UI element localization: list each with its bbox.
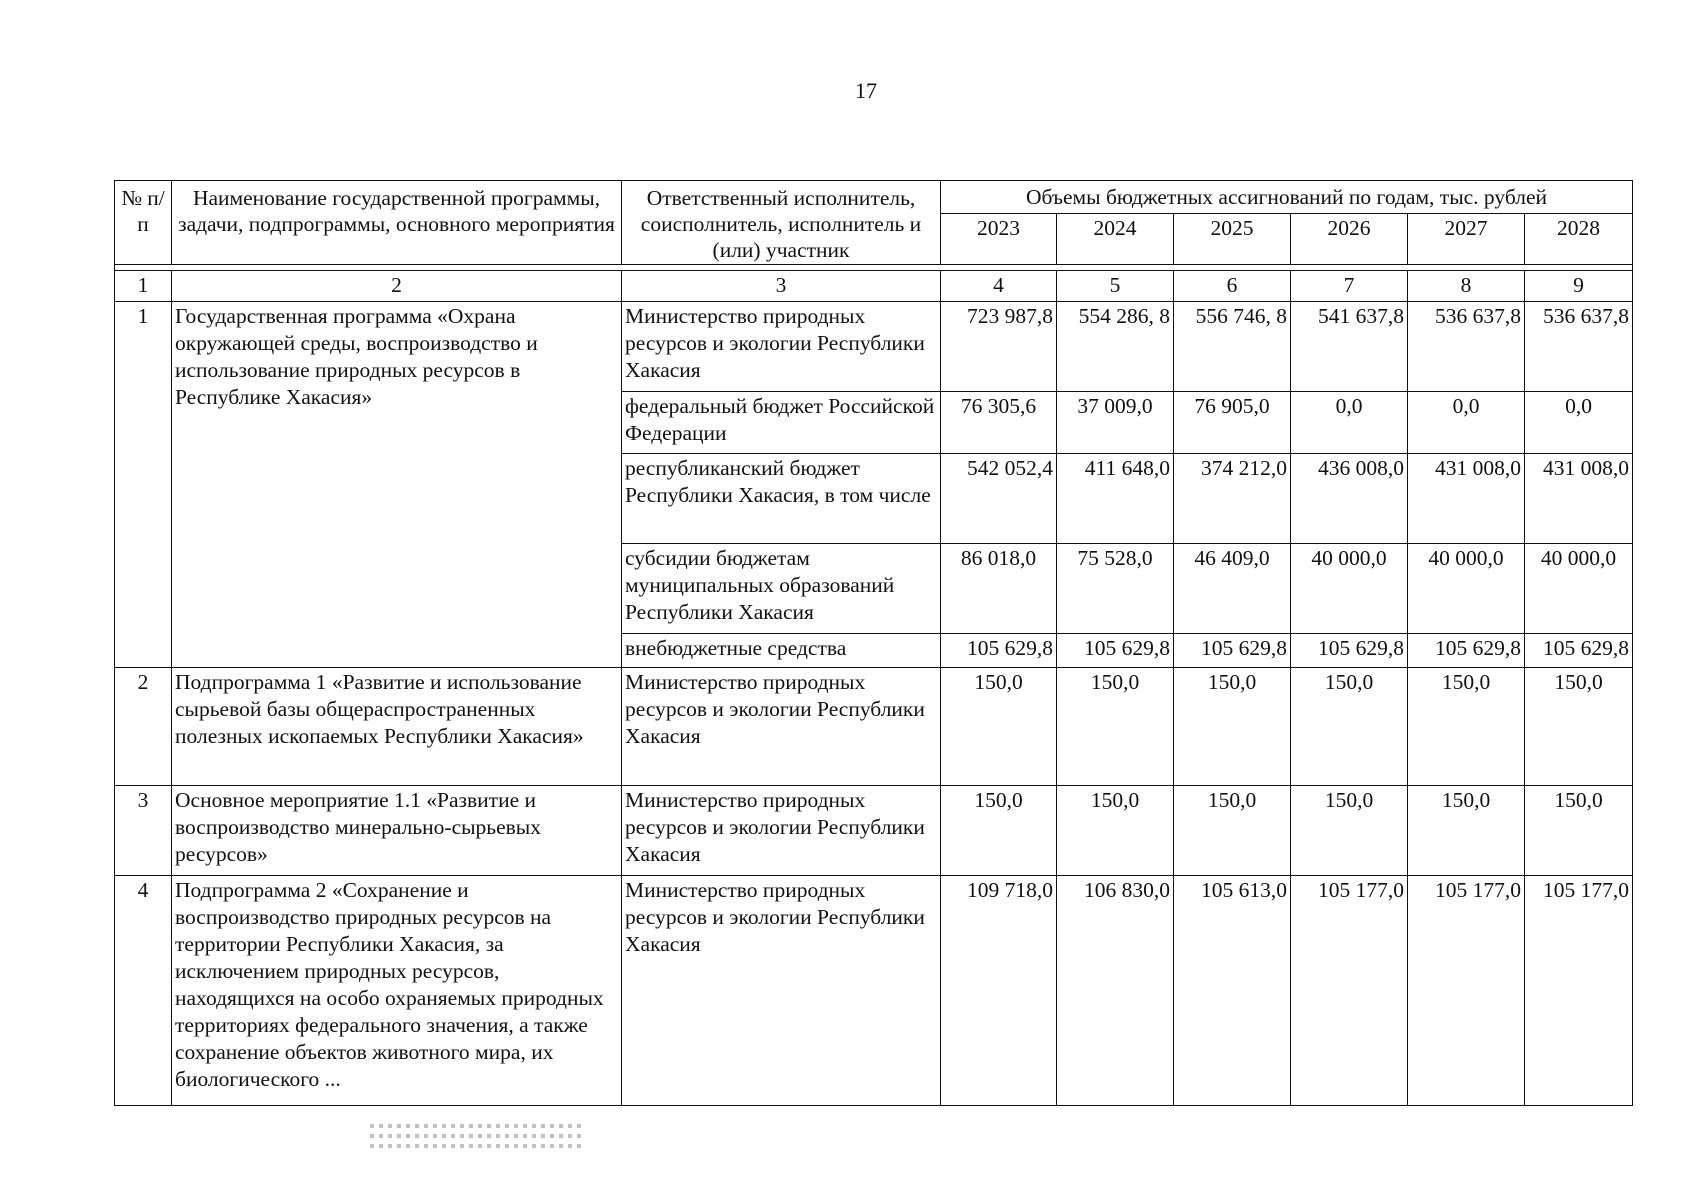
row-executor: субсидии бюджетам муниципальных образований Республики Хакасия: [622, 544, 941, 634]
value-cell: 150,0: [1057, 786, 1174, 876]
value-cell: 431 008,0: [1525, 454, 1633, 544]
year-2027: 2027: [1408, 214, 1525, 265]
value-cell: 105 177,0: [1525, 876, 1633, 1106]
table-row: [115, 876, 1633, 1106]
header-name: Наименование государственной программы, задачи, подпрограммы, основного мероприятия: [172, 181, 622, 265]
value-cell: 105 629,8: [1291, 634, 1408, 668]
row-executor: Министерство природных ресурсов и экологии Республики Хакасия: [622, 302, 941, 392]
value-cell: 0,0: [1408, 392, 1525, 454]
row-name: Основное мероприятие 1.1 «Развитие и воспроизводство минерально-сырьевых ресурсов»: [172, 786, 622, 876]
row-executor: внебюджетные средства: [622, 634, 941, 668]
column-number-row: [115, 271, 1633, 302]
value-cell: 150,0: [1408, 668, 1525, 786]
year-2028: 2028: [1525, 214, 1633, 265]
value-cell: 150,0: [941, 786, 1057, 876]
column-number: 2: [172, 271, 622, 302]
header-volumes: Объемы бюджетных ассигнований по годам, тыс. рублей: [941, 181, 1633, 214]
value-cell: 150,0: [941, 668, 1057, 786]
value-cell: 374 212,0: [1174, 454, 1291, 544]
value-cell: 75 528,0: [1057, 544, 1174, 634]
value-cell: 436 008,0: [1291, 454, 1408, 544]
column-number: 4: [941, 271, 1057, 302]
value-cell: 150,0: [1408, 786, 1525, 876]
column-number: 9: [1525, 271, 1633, 302]
value-cell: 150,0: [1174, 786, 1291, 876]
value-cell: 556 746, 8: [1174, 302, 1291, 392]
row-num: 2: [115, 668, 172, 786]
value-cell: 37 009,0: [1057, 392, 1174, 454]
value-cell: 554 286, 8: [1057, 302, 1174, 392]
value-cell: 150,0: [1525, 668, 1633, 786]
row-executor: Министерство природных ресурсов и экологии Республики Хакасия: [622, 668, 941, 786]
value-cell: 542 052,4: [941, 454, 1057, 544]
budget-table: [114, 180, 1633, 1106]
value-cell: 105 177,0: [1291, 876, 1408, 1106]
value-cell: 105 629,8: [1525, 634, 1633, 668]
row-name: Подпрограмма 1 «Развитие и использование сырьевой базы общераспространенных полезных ископаемых Республики Хакасия»: [172, 668, 622, 786]
column-number: 7: [1291, 271, 1408, 302]
value-cell: 105 629,8: [1408, 634, 1525, 668]
column-number: 5: [1057, 271, 1174, 302]
value-cell: 105 177,0: [1408, 876, 1525, 1106]
value-cell: 105 629,8: [1057, 634, 1174, 668]
value-cell: 0,0: [1291, 392, 1408, 454]
value-cell: 40 000,0: [1525, 544, 1633, 634]
row-executor: Министерство природных ресурсов и экологии Республики Хакасия: [622, 786, 941, 876]
column-number: 8: [1408, 271, 1525, 302]
table-row: [115, 668, 1633, 786]
value-cell: 536 637,8: [1525, 302, 1633, 392]
value-cell: 40 000,0: [1408, 544, 1525, 634]
row-num: 3: [115, 786, 172, 876]
value-cell: 411 648,0: [1057, 454, 1174, 544]
value-cell: 105 613,0: [1174, 876, 1291, 1106]
header-num: № п/п: [115, 181, 172, 265]
row-num: 4: [115, 876, 172, 1106]
row-num: 1: [115, 302, 172, 668]
value-cell: 105 629,8: [941, 634, 1057, 668]
value-cell: 76 905,0: [1174, 392, 1291, 454]
value-cell: 150,0: [1291, 668, 1408, 786]
header-executor: Ответственный исполнитель, соисполнитель, исполнитель и (или) участник: [622, 181, 941, 265]
table-row: [115, 302, 1633, 392]
header-row: [115, 181, 1633, 214]
value-cell: 150,0: [1525, 786, 1633, 876]
faint-stamp-mark: [370, 1118, 585, 1176]
column-number: 1: [115, 271, 172, 302]
value-cell: 150,0: [1057, 668, 1174, 786]
value-cell: 46 409,0: [1174, 544, 1291, 634]
value-cell: 536 637,8: [1408, 302, 1525, 392]
value-cell: 105 629,8: [1174, 634, 1291, 668]
year-2023: 2023: [941, 214, 1057, 265]
row-executor: республиканский бюджет Республики Хакасия, в том числе: [622, 454, 941, 544]
year-2024: 2024: [1057, 214, 1174, 265]
value-cell: 40 000,0: [1291, 544, 1408, 634]
value-cell: 431 008,0: [1408, 454, 1525, 544]
value-cell: 109 718,0: [941, 876, 1057, 1106]
value-cell: 76 305,6: [941, 392, 1057, 454]
value-cell: 150,0: [1291, 786, 1408, 876]
value-cell: 541 637,8: [1291, 302, 1408, 392]
page-number: 17: [855, 78, 877, 103]
value-cell: 723 987,8: [941, 302, 1057, 392]
column-number: 6: [1174, 271, 1291, 302]
value-cell: 106 830,0: [1057, 876, 1174, 1106]
value-cell: 150,0: [1174, 668, 1291, 786]
value-cell: 0,0: [1525, 392, 1633, 454]
row-executor: Министерство природных ресурсов и экологии Республики Хакасия: [622, 876, 941, 1106]
row-executor: федеральный бюджет Российской Федерации: [622, 392, 941, 454]
column-number: 3: [622, 271, 941, 302]
value-cell: 86 018,0: [941, 544, 1057, 634]
row-name: Государственная программа «Охрана окружающей среды, воспроизводство и использование природных ресурсов в Республике Хакасия»: [172, 302, 622, 668]
year-2026: 2026: [1291, 214, 1408, 265]
row-name: Подпрограмма 2 «Сохранение и воспроизводство природных ресурсов на территории Республики Хакасия, за исключением природных ресурсов, находящихся на особо охраняемых природных территориях федерального значения, а также сохранение объектов животного мира, их биологического ...: [172, 876, 622, 1106]
table-row: [115, 786, 1633, 876]
year-2025: 2025: [1174, 214, 1291, 265]
